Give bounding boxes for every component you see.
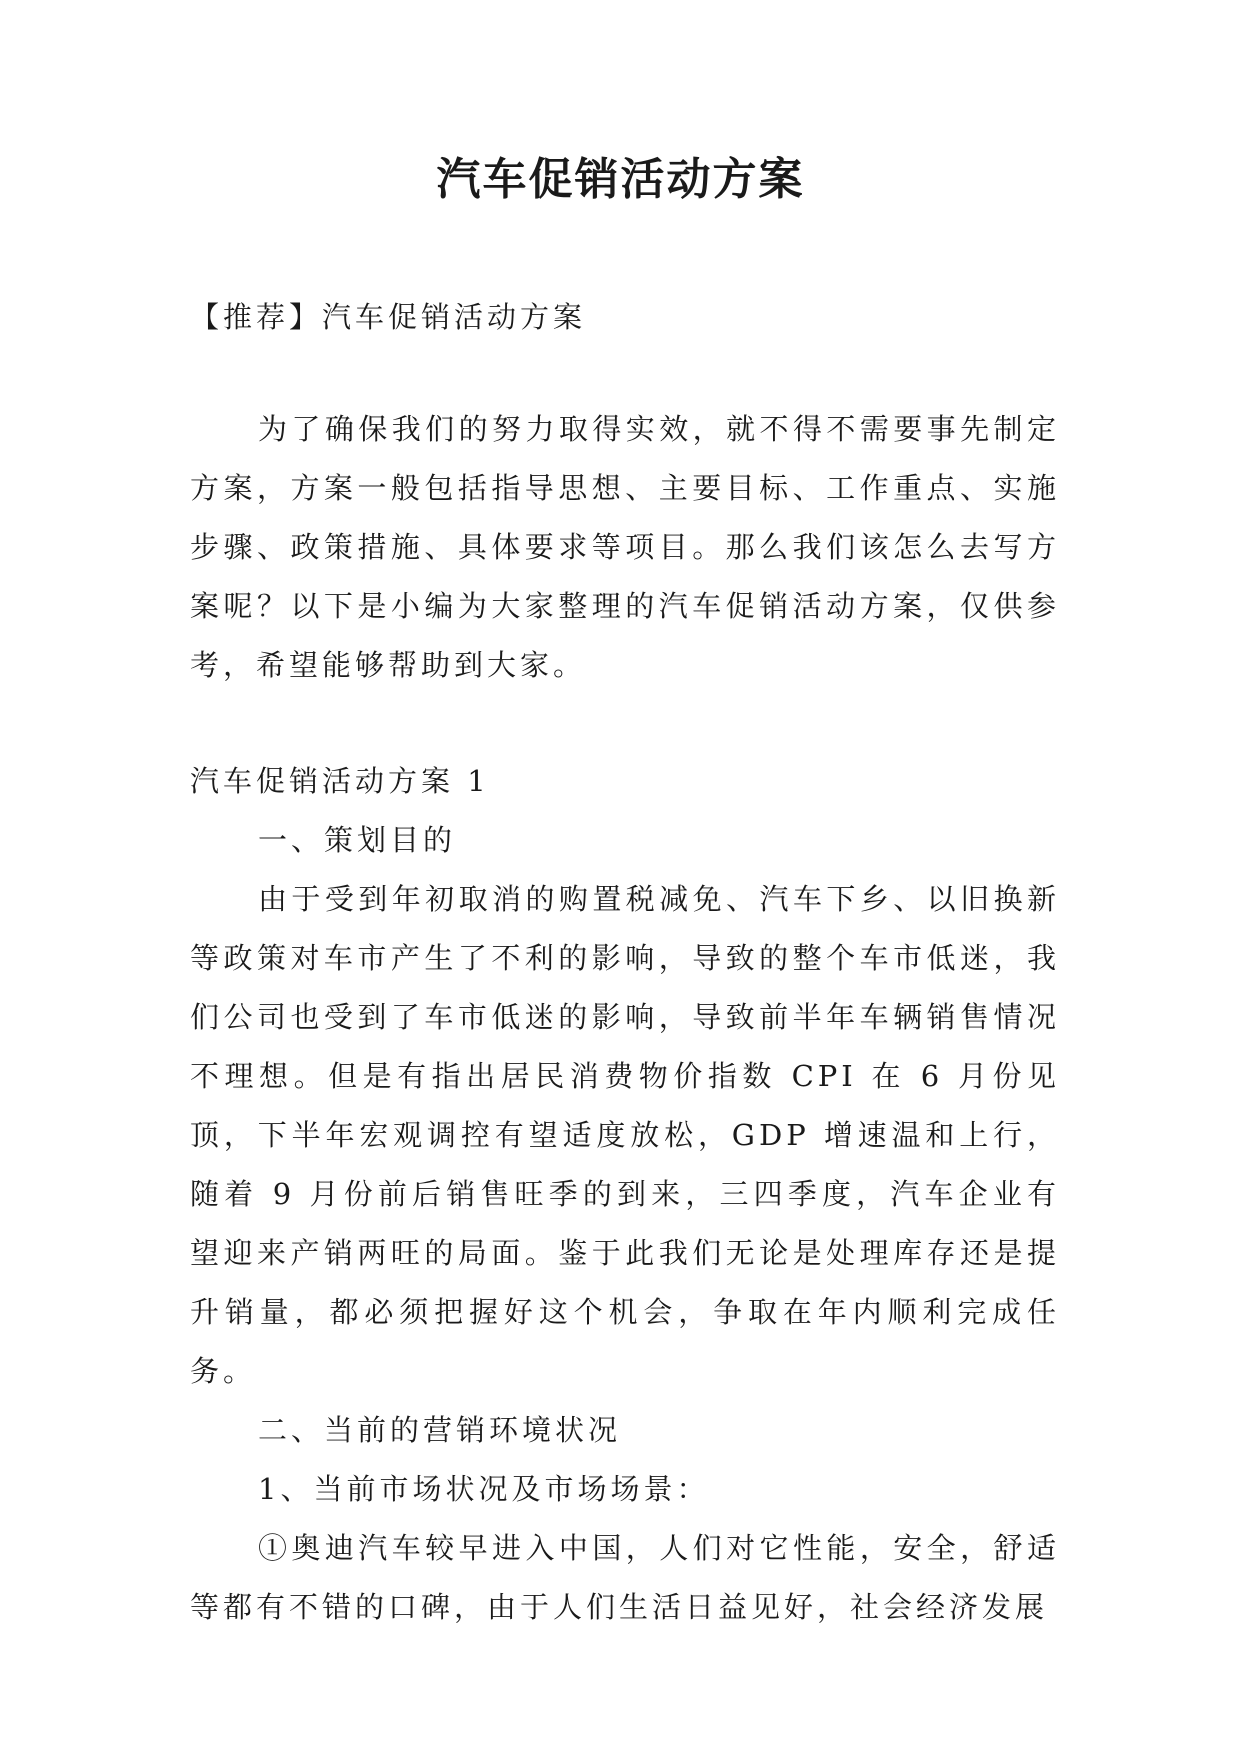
subheading-market-status: 1、当前市场状况及市场场景： [258, 1472, 710, 1506]
paragraph-planning-purpose: 由于受到年初取消的购置税减免、汽车下乡、以旧换新等政策对车市产生了不利的影响，导致的整个车市低迷，我们公司也受到了车市低迷的影响，导致前半年车辆销售情况不理想。但是有指出居民消费物价指数 CPI 在 6 月份见顶，下半年宏观调控有望适度放松，GDP 增速温和上行，随着 9 月份前后销售旺季的到来，三四季度，汽车企业有望迎来产销两旺的局面。鉴于此我们无论是处理库存还是提升销量，都必须把握好这个机会，争取在年内顺利完成任务。 [190, 882, 1060, 1388]
intro-paragraph: 为了确保我们的努力取得实效，就不得不需要事先制定方案，方案一般包括指导思想、主要目标、工作重点、实施步骤、政策措施、具体要求等项目。那么我们该怎么去写方案呢？以下是小编为大家整理的汽车促销活动方案，仅供参考，希望能够帮助到大家。 [190, 412, 1060, 682]
document-title: 汽车促销活动方案 [436, 154, 805, 205]
heading-marketing-environment: 二、当前的营销环境状况 [258, 1413, 622, 1447]
document-content [190, 752, 1060, 1637]
section-title: 汽车促销活动方案 1 [190, 764, 490, 798]
paragraph-market-status: ①奥迪汽车较早进入中国，人们对它性能，安全，舒适等都有不错的口碑，由于人们生活日益见好，社会经济发展 [190, 1531, 1060, 1624]
recommend-line: 【推荐】汽车促销活动方案 [190, 300, 587, 334]
heading-planning-purpose: 一、策划目的 [258, 823, 457, 857]
